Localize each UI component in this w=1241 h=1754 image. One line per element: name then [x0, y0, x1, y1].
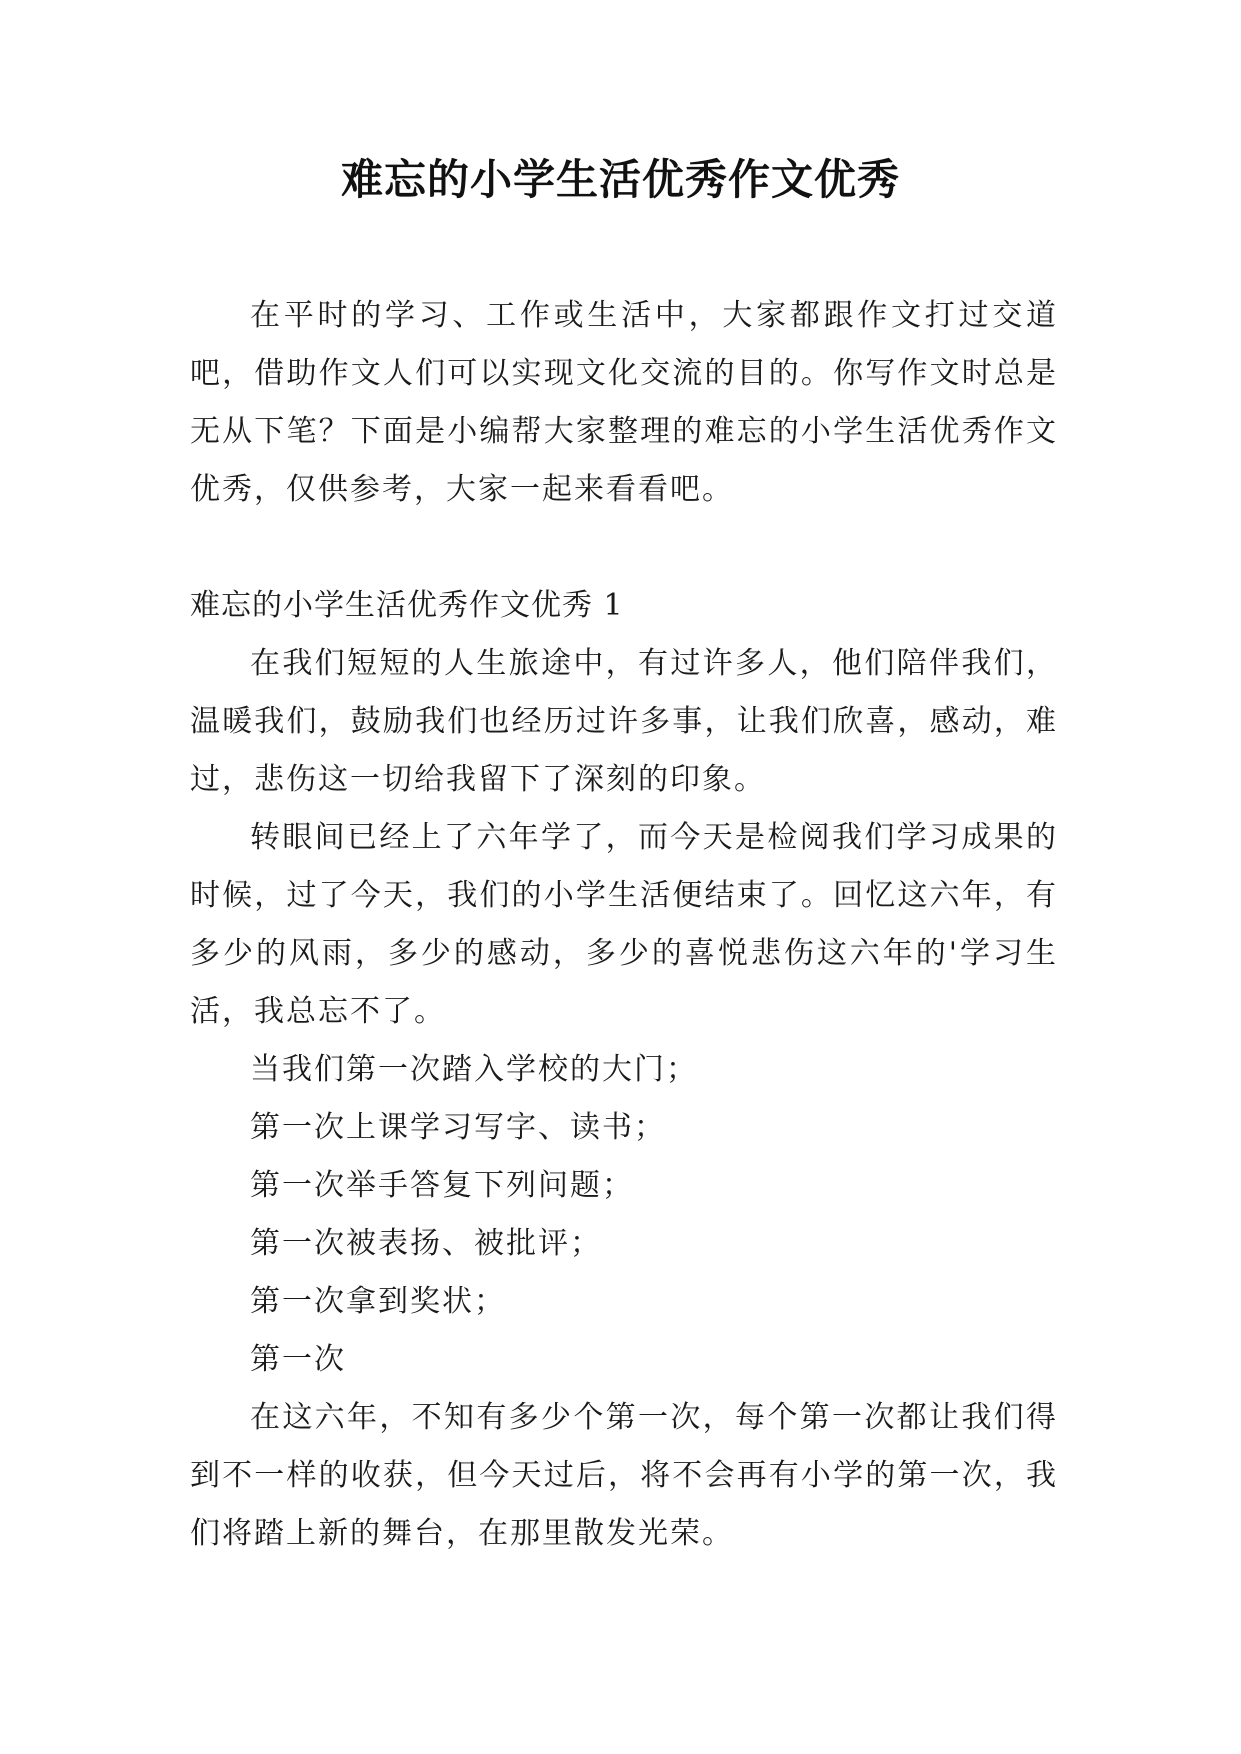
body-paragraph: 在这六年，不知有多少个第一次，每个第一次都让我们得到不一样的收获，但今天过后，将不会再有小学的第一次，我们将踏上新的舞台，在那里散发光荣。: [190, 1400, 1058, 1551]
intro-paragraph: 在平时的学习、工作或生活中，大家都跟作文打过交道吧，借助作文人们可以实现文化交流的目的。你写作文时总是无从下笔？下面是小编帮大家整理的难忘的小学生活优秀作文优秀，仅供参考，大家一起来看看吧。: [190, 298, 1058, 507]
body-paragraph: 第一次上课学习写字、读书；: [250, 1110, 666, 1145]
body-paragraph: 第一次: [250, 1342, 346, 1377]
body-paragraph: 当我们第一次踏入学校的大门；: [250, 1052, 698, 1087]
document-title: 难忘的小学生活优秀作文优秀: [340, 155, 900, 204]
document-body: [190, 287, 1058, 1563]
body-paragraph: 第一次拿到奖状；: [250, 1284, 506, 1319]
body-paragraph: 第一次举手答复下列问题；: [250, 1168, 634, 1203]
paragraph-spacer: [190, 519, 1058, 577]
body-paragraph: 在我们短短的人生旅途中，有过许多人，他们陪伴我们，温暖我们，鼓励我们也经历过许多事，让我们欣喜，感动，难过，悲伤这一切给我留下了深刻的印象。: [190, 646, 1058, 797]
body-paragraph: 第一次被表扬、被批评；: [250, 1226, 602, 1261]
body-paragraph: 转眼间已经上了六年学了，而今天是检阅我们学习成果的时候，过了今天，我们的小学生活便结束了。回忆这六年，有多少的风雨，多少的感动，多少的喜悦悲伤这六年的'学习生活，我总忘不了。: [190, 820, 1058, 1029]
section-heading: 难忘的小学生活优秀作文优秀 1: [190, 588, 624, 623]
